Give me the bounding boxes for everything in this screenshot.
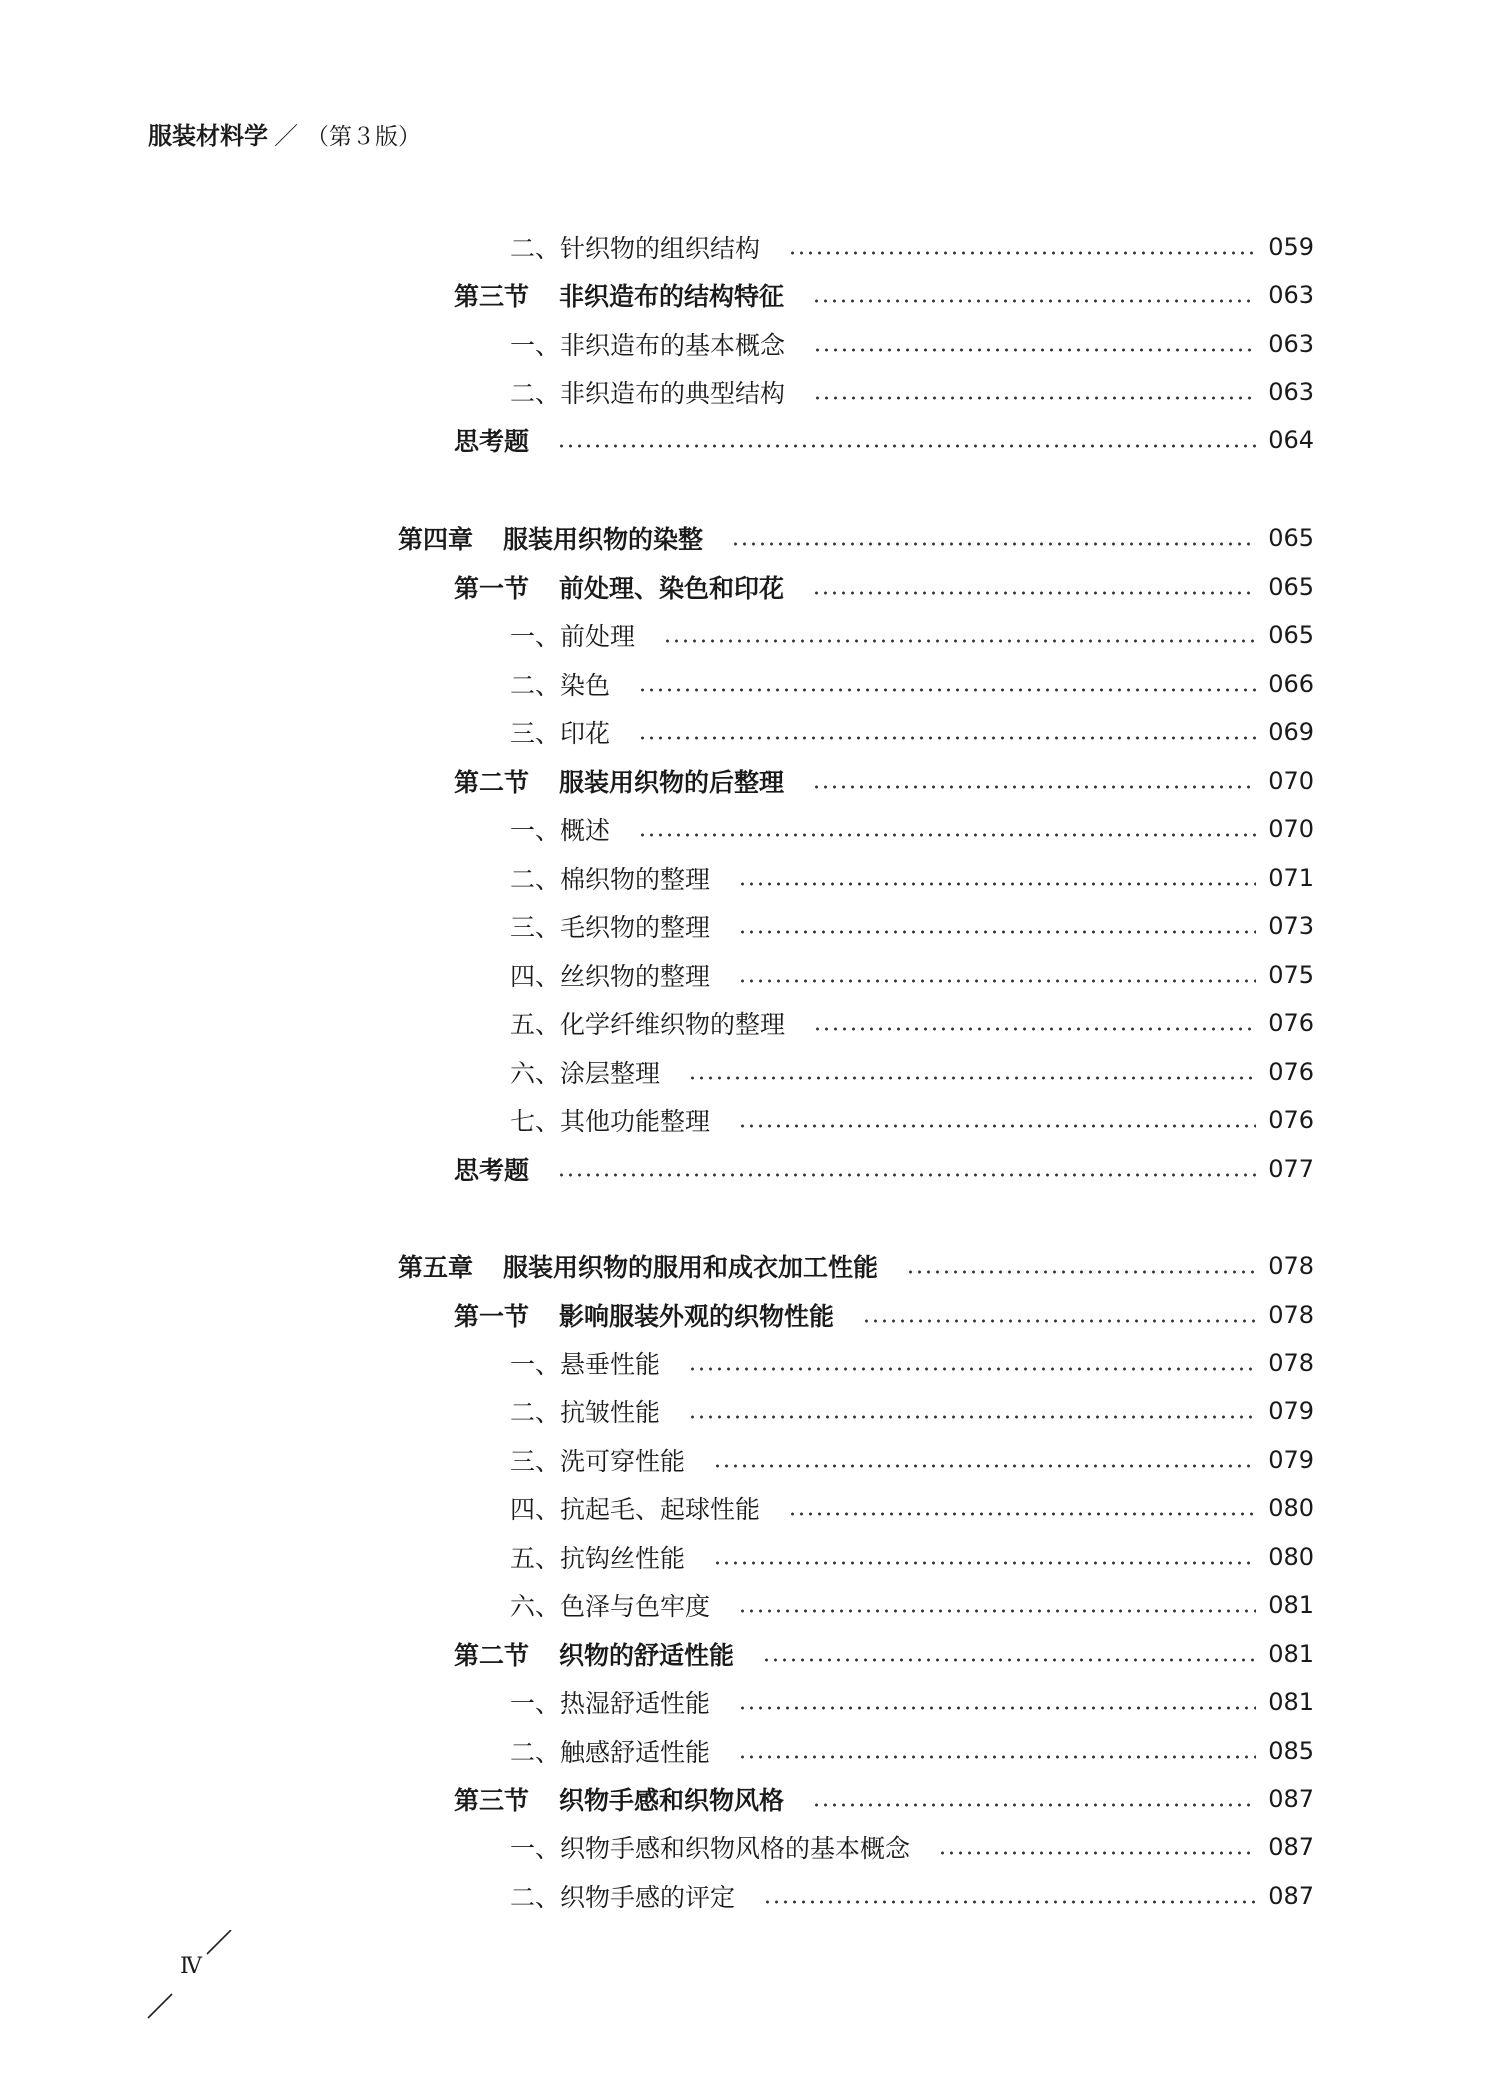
dot-leader <box>738 1706 1256 1710</box>
dot-leader <box>557 444 1256 448</box>
dot-leader <box>638 688 1256 692</box>
dot-leader <box>938 1851 1256 1855</box>
dot-leader <box>812 785 1256 789</box>
toc-item[interactable] <box>510 1537 1314 1577</box>
edition-label: （第３版） <box>306 124 421 150</box>
toc-page-number: 065 <box>1268 621 1314 649</box>
toc-number: 一、 <box>510 1834 561 1863</box>
dot-leader <box>713 1561 1256 1565</box>
toc-title: 丝织物的整理 <box>560 962 711 991</box>
toc-number: 第三节 <box>454 1786 530 1815</box>
toc-page-number: 077 <box>1268 1155 1314 1183</box>
toc-number: 三、 <box>510 1447 561 1476</box>
toc-title: 化学纤维织物的整理 <box>560 1010 786 1039</box>
toc-label <box>510 1442 685 1478</box>
toc-page-number: 078 <box>1268 1301 1314 1329</box>
dot-leader <box>813 348 1256 352</box>
toc-page-number: 073 <box>1268 912 1314 940</box>
toc-page-number: 066 <box>1268 670 1314 698</box>
toc-review-questions[interactable] <box>454 420 1314 460</box>
toc-number: 二、 <box>510 865 561 894</box>
toc-page-number: 087 <box>1268 1785 1314 1813</box>
toc-label <box>510 1005 785 1041</box>
toc-chapter[interactable] <box>398 1246 1314 1286</box>
toc-page-number: 076 <box>1268 1106 1314 1134</box>
toc-section[interactable] <box>454 761 1314 801</box>
dot-leader <box>763 1900 1256 1904</box>
toc-page-number: 085 <box>1268 1737 1314 1765</box>
toc-title: 织物手感和织物风格 <box>559 1786 785 1815</box>
toc-label <box>454 1636 734 1672</box>
toc-page-number: 070 <box>1268 815 1314 843</box>
page-folio <box>145 1930 235 2020</box>
toc-number: 二、 <box>510 1883 561 1912</box>
toc-label <box>510 326 785 362</box>
toc-number: 四、 <box>510 1495 561 1524</box>
toc-title: 其他功能整理 <box>560 1107 711 1136</box>
toc-page-number: 076 <box>1268 1009 1314 1037</box>
toc-number: 第三节 <box>454 282 530 311</box>
toc-number: 二、 <box>510 1738 561 1767</box>
dot-leader <box>862 1319 1256 1323</box>
toc-chapter[interactable] <box>398 518 1314 558</box>
folio-number: Ⅳ <box>180 1954 202 1979</box>
toc-item[interactable] <box>510 372 1314 412</box>
toc-title: 服装用织物的染整 <box>503 525 704 554</box>
dot-leader <box>812 1803 1256 1807</box>
toc-label <box>454 1151 529 1187</box>
toc-label <box>510 1878 735 1914</box>
dot-leader <box>788 1512 1256 1516</box>
toc-page-number: 087 <box>1268 1833 1314 1861</box>
toc-title: 非织造布的基本概念 <box>560 331 786 360</box>
toc-page-number: 065 <box>1268 524 1314 552</box>
toc-number: 一、 <box>510 622 561 651</box>
toc-number: 第一节 <box>454 574 530 603</box>
toc-item[interactable] <box>510 1100 1314 1140</box>
toc-number: 第五章 <box>398 1253 474 1282</box>
toc-title: 织物手感和织物风格的基本概念 <box>560 1834 911 1863</box>
toc-item[interactable] <box>510 227 1314 267</box>
dot-leader <box>731 542 1256 546</box>
toc-item[interactable] <box>510 1731 1314 1771</box>
toc-page-number: 069 <box>1268 718 1314 746</box>
toc-label <box>510 1054 660 1090</box>
dot-leader <box>688 1367 1256 1371</box>
toc-label <box>454 569 784 605</box>
toc-title: 触感舒适性能 <box>560 1738 711 1767</box>
toc-label <box>454 277 784 313</box>
toc-number: 七、 <box>510 1107 561 1136</box>
toc-title: 悬垂性能 <box>560 1350 661 1379</box>
toc-item[interactable] <box>510 1585 1314 1625</box>
toc-item[interactable] <box>510 809 1314 849</box>
toc-label <box>510 1587 710 1623</box>
toc-page-number: 065 <box>1268 573 1314 601</box>
toc-item[interactable] <box>510 1391 1314 1431</box>
toc-label <box>398 1248 878 1284</box>
toc-title: 涂层整理 <box>560 1059 661 1088</box>
toc-number: 五、 <box>510 1544 561 1573</box>
dot-leader <box>688 1076 1256 1080</box>
dot-leader <box>557 1173 1256 1177</box>
dot-leader <box>738 979 1256 983</box>
toc-title: 针织物的组织结构 <box>560 234 761 263</box>
toc-title: 前处理、染色和印花 <box>559 574 785 603</box>
toc-title: 毛织物的整理 <box>560 913 711 942</box>
toc-label <box>454 422 529 458</box>
toc-page-number: 081 <box>1268 1640 1314 1668</box>
toc-page-number: 081 <box>1268 1688 1314 1716</box>
toc-page-number: 079 <box>1268 1397 1314 1425</box>
toc-title: 抗钩丝性能 <box>560 1544 686 1573</box>
toc-item[interactable] <box>510 1682 1314 1722</box>
toc-label <box>510 1490 760 1526</box>
toc-item[interactable] <box>510 1052 1314 1092</box>
toc-section[interactable] <box>454 1634 1314 1674</box>
book-title: 服装材料学 <box>148 122 268 150</box>
toc-label <box>398 520 703 556</box>
toc-title: 思考题 <box>454 427 530 456</box>
toc-section[interactable] <box>454 1295 1314 1335</box>
toc-section[interactable] <box>454 1779 1314 1819</box>
dot-leader <box>738 882 1256 886</box>
toc-title: 印花 <box>560 719 611 748</box>
toc-section[interactable] <box>454 567 1314 607</box>
toc-page-number: 078 <box>1268 1349 1314 1377</box>
toc-label <box>510 617 635 653</box>
toc-label <box>510 908 710 944</box>
toc-title: 思考题 <box>454 1156 530 1185</box>
toc-label <box>510 1345 660 1381</box>
toc-title: 前处理 <box>560 622 636 651</box>
toc-page-number: 080 <box>1268 1494 1314 1522</box>
toc-item[interactable] <box>510 1440 1314 1480</box>
toc-review-questions[interactable] <box>454 1149 1314 1189</box>
toc-title: 服装用织物的服用和成衣加工性能 <box>503 1253 879 1282</box>
toc-label <box>510 1829 910 1865</box>
dot-leader <box>906 1270 1256 1274</box>
toc-page-number: 080 <box>1268 1543 1314 1571</box>
toc-title: 影响服装外观的织物性能 <box>559 1302 835 1331</box>
toc-label <box>510 374 785 410</box>
toc-label <box>454 1297 834 1333</box>
dot-leader <box>813 1027 1256 1031</box>
dot-leader <box>813 396 1256 400</box>
toc-page-number: 075 <box>1268 961 1314 989</box>
running-head-separator: ／ <box>274 122 298 150</box>
toc-number: 六、 <box>510 1592 561 1621</box>
toc-item[interactable] <box>510 1003 1314 1043</box>
toc-title: 织物手感的评定 <box>560 1883 736 1912</box>
toc-number: 二、 <box>510 1398 561 1427</box>
toc-item[interactable] <box>510 858 1314 898</box>
toc-label <box>510 1102 710 1138</box>
toc-label <box>510 714 610 750</box>
toc-label <box>510 229 760 265</box>
toc-page-number: 063 <box>1268 281 1314 309</box>
dot-leader <box>738 1124 1256 1128</box>
toc-label <box>510 666 610 702</box>
toc-title: 概述 <box>560 816 611 845</box>
toc-page-number: 087 <box>1268 1882 1314 1910</box>
toc-title: 服装用织物的后整理 <box>559 768 785 797</box>
toc-number: 二、 <box>510 234 561 263</box>
dot-leader <box>738 1755 1256 1759</box>
toc-number: 三、 <box>510 719 561 748</box>
toc-number: 一、 <box>510 816 561 845</box>
dot-leader <box>788 251 1256 255</box>
toc-page-number: 070 <box>1268 767 1314 795</box>
dot-leader <box>638 833 1256 837</box>
dot-leader <box>812 299 1256 303</box>
toc-label <box>454 763 784 799</box>
toc-item[interactable] <box>510 1343 1314 1383</box>
dot-leader <box>738 930 1256 934</box>
toc-number: 二、 <box>510 379 561 408</box>
toc-page-number: 064 <box>1268 426 1314 454</box>
toc-number: 四、 <box>510 962 561 991</box>
toc-page-number: 081 <box>1268 1591 1314 1619</box>
toc-label <box>510 860 710 896</box>
toc-item[interactable] <box>510 955 1314 995</box>
toc-page-number: 059 <box>1268 233 1314 261</box>
toc-item[interactable] <box>510 324 1314 364</box>
toc-title: 抗皱性能 <box>560 1398 661 1427</box>
toc-title: 棉织物的整理 <box>560 865 711 894</box>
dot-leader <box>713 1464 1256 1468</box>
toc-number: 六、 <box>510 1059 561 1088</box>
toc-title: 非织造布的典型结构 <box>560 379 786 408</box>
toc-number: 一、 <box>510 1689 561 1718</box>
toc-item[interactable] <box>510 1827 1314 1867</box>
toc-label <box>510 1684 710 1720</box>
toc-title: 织物的舒适性能 <box>559 1641 735 1670</box>
toc-number: 第一节 <box>454 1302 530 1331</box>
toc-page-number: 063 <box>1268 330 1314 358</box>
toc-item[interactable] <box>510 664 1314 704</box>
dot-leader <box>663 639 1256 643</box>
toc-title: 色泽与色牢度 <box>560 1592 711 1621</box>
dot-leader <box>688 1415 1256 1419</box>
toc-number: 第二节 <box>454 1641 530 1670</box>
toc-item[interactable] <box>510 906 1314 946</box>
toc-title: 染色 <box>560 671 611 700</box>
toc-number: 一、 <box>510 1350 561 1379</box>
dot-leader <box>638 736 1256 740</box>
toc-item[interactable] <box>510 1876 1314 1916</box>
toc-item[interactable] <box>510 1488 1314 1528</box>
dot-leader <box>762 1658 1256 1662</box>
toc-item[interactable] <box>510 712 1314 752</box>
toc-number: 五、 <box>510 1010 561 1039</box>
toc-page-number: 071 <box>1268 864 1314 892</box>
toc-label <box>510 811 610 847</box>
dot-leader <box>738 1609 1256 1613</box>
toc-number: 二、 <box>510 671 561 700</box>
toc-title: 热湿舒适性能 <box>560 1689 711 1718</box>
toc-number: 一、 <box>510 331 561 360</box>
toc-section[interactable] <box>454 275 1314 315</box>
toc-page-number: 078 <box>1268 1252 1314 1280</box>
toc-page-number: 076 <box>1268 1058 1314 1086</box>
toc-title: 洗可穿性能 <box>560 1447 686 1476</box>
dot-leader <box>812 591 1256 595</box>
toc-number: 第四章 <box>398 525 474 554</box>
toc-page-number: 079 <box>1268 1446 1314 1474</box>
toc-page-number: 063 <box>1268 378 1314 406</box>
toc-title: 抗起毛、起球性能 <box>560 1495 761 1524</box>
toc-label <box>510 1733 710 1769</box>
toc-number: 三、 <box>510 913 561 942</box>
toc-item[interactable] <box>510 615 1314 655</box>
toc-label <box>510 957 710 993</box>
toc-label <box>510 1393 660 1429</box>
toc-label <box>454 1781 784 1817</box>
toc-label <box>510 1539 685 1575</box>
toc-title: 非织造布的结构特征 <box>559 282 785 311</box>
toc-number: 第二节 <box>454 768 530 797</box>
